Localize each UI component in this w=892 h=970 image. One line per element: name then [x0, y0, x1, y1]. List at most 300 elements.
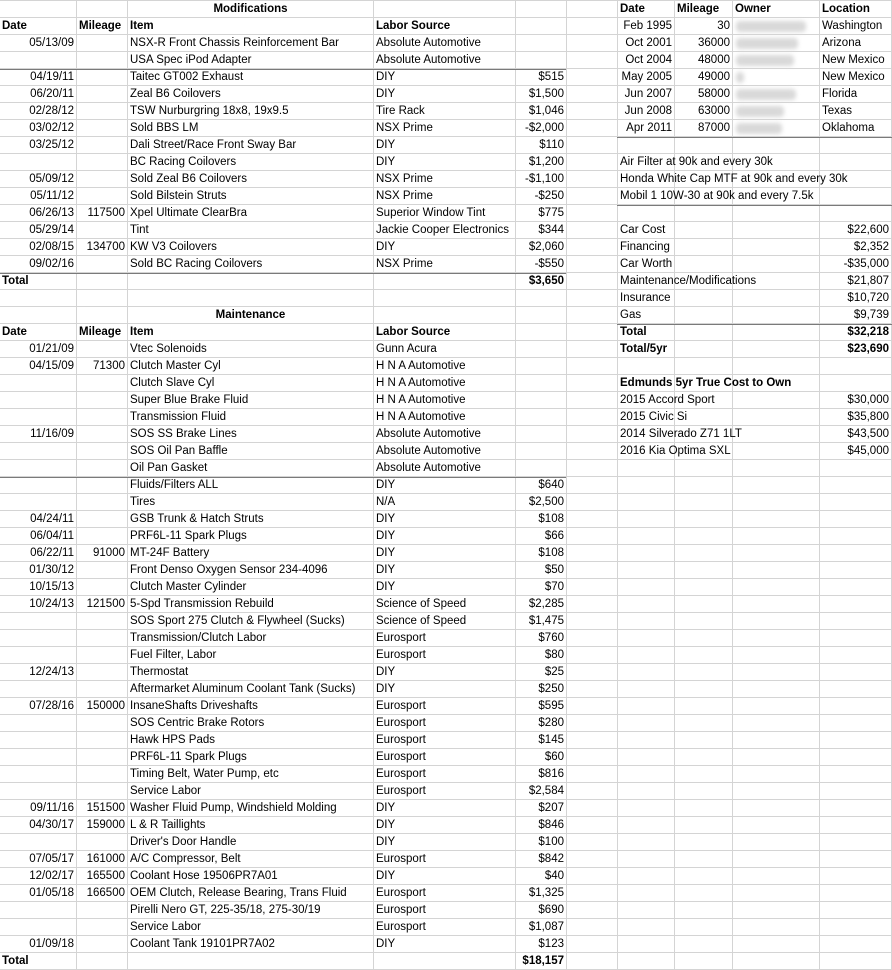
maint-cell-mileage[interactable] [79, 477, 125, 494]
mod-cell-date[interactable]: 09/02/16 [29, 258, 74, 270]
mod-cell-mileage[interactable] [79, 256, 125, 273]
mod-cell-item[interactable]: Tint [130, 224, 149, 236]
cost-value[interactable]: $2,352 [853, 241, 889, 253]
maint-cell-date[interactable] [2, 766, 74, 783]
maint-cell-labor[interactable]: Eurosport [376, 751, 426, 763]
owner-cell-location[interactable]: Oklahoma [822, 122, 875, 134]
mod-cell-mileage[interactable] [79, 86, 125, 103]
mod-cell-date[interactable]: 05/29/14 [29, 224, 74, 236]
mod-cell-date[interactable]: 02/08/15 [29, 241, 74, 253]
maint-cell-labor[interactable]: Eurosport [376, 887, 426, 899]
maint-total-value[interactable]: $18,157 [522, 955, 564, 967]
maint-cell-mileage[interactable] [79, 902, 125, 919]
maint-cell-mileage[interactable]: 151500 [86, 802, 125, 814]
maint-cell-date[interactable] [2, 715, 74, 732]
maint-cell-labor[interactable]: DIY [376, 564, 396, 576]
maint-cell-cost[interactable]: $80 [544, 649, 564, 661]
mod-header-item[interactable]: Item [130, 20, 154, 32]
maint-cell-labor[interactable]: Eurosport [376, 632, 426, 644]
owner-cell-location[interactable]: Florida [822, 88, 858, 100]
mod-header-mileage[interactable]: Mileage [79, 20, 122, 32]
maint-cell-mileage[interactable] [79, 579, 125, 596]
maint-cell-date[interactable] [2, 494, 74, 511]
mod-cell-item[interactable]: BC Racing Coilovers [130, 156, 237, 168]
owner-cell-mileage[interactable]: 36000 [698, 37, 730, 49]
maint-cell-labor[interactable]: Science of Speed [376, 615, 467, 627]
cost-label[interactable]: Maintenance/Modifications [620, 275, 757, 287]
mod-cell-mileage[interactable]: 134700 [86, 241, 125, 253]
maint-cell-date[interactable]: 10/15/13 [29, 581, 74, 593]
maintenance-note[interactable]: Honda White Cap MTF at 90k and every 30k [620, 173, 848, 185]
mod-total-label[interactable]: Total [2, 275, 29, 287]
edmunds-car-value[interactable]: $30,000 [847, 394, 889, 406]
maint-cell-item[interactable]: Service Labor [130, 785, 201, 797]
maint-cell-labor[interactable]: Eurosport [376, 785, 426, 797]
cost-label[interactable]: Car Worth [620, 258, 673, 270]
mod-cell-item[interactable]: TSW Nurburgring 18x8, 19x9.5 [130, 105, 289, 117]
maint-cell-cost[interactable] [518, 375, 564, 392]
mod-cell-date[interactable]: 06/20/11 [30, 88, 74, 100]
mod-cell-date[interactable]: 03/02/12 [29, 122, 74, 134]
maint-cell-mileage[interactable]: 121500 [86, 598, 125, 610]
maintenance-title[interactable]: Maintenance [215, 309, 286, 321]
maint-cell-date[interactable] [2, 375, 74, 392]
edmunds-title[interactable]: Edmunds 5yr True Cost to Own [620, 377, 792, 389]
maint-cell-labor[interactable]: Eurosport [376, 717, 426, 729]
maint-cell-cost[interactable] [518, 426, 564, 443]
maint-cell-date[interactable] [2, 749, 74, 766]
mod-cell-cost[interactable]: $1,500 [528, 88, 564, 100]
mod-cell-mileage[interactable] [79, 171, 125, 188]
edmunds-car-value[interactable]: $43,500 [847, 428, 889, 440]
maint-cell-date[interactable]: 01/05/18 [29, 887, 74, 899]
maint-cell-labor[interactable]: Eurosport [376, 921, 426, 933]
maint-cell-item[interactable]: Fluids/Filters ALL [130, 479, 219, 491]
maint-header-item[interactable]: Item [130, 326, 154, 338]
mod-cell-labor[interactable]: Absolute Automotive [376, 54, 481, 66]
maint-cell-mileage[interactable] [79, 409, 125, 426]
maint-cell-labor[interactable]: DIY [376, 666, 396, 678]
maint-cell-date[interactable]: 04/15/09 [29, 360, 74, 372]
maint-cell-mileage[interactable] [79, 936, 125, 953]
maint-cell-item[interactable]: OEM Clutch, Release Bearing, Trans Fluid [130, 887, 347, 899]
maint-cell-mileage[interactable] [79, 732, 125, 749]
maint-cell-labor[interactable]: Eurosport [376, 853, 426, 865]
maint-cell-labor[interactable]: DIY [376, 870, 396, 882]
maint-cell-item[interactable]: A/C Compressor, Belt [130, 853, 241, 865]
maint-cell-labor[interactable]: Eurosport [376, 768, 426, 780]
mod-cell-item[interactable]: Sold Zeal B6 Coilovers [130, 173, 247, 185]
cost-total-label[interactable]: Total [620, 326, 647, 338]
mod-cell-cost[interactable]: $515 [538, 71, 564, 83]
maint-cell-labor[interactable]: DIY [376, 938, 396, 950]
maint-cell-item[interactable]: MT-24F Battery [130, 547, 210, 559]
maint-cell-mileage[interactable] [79, 647, 125, 664]
maint-cell-mileage[interactable] [79, 426, 125, 443]
maint-cell-mileage[interactable]: 165500 [86, 870, 125, 882]
maint-cell-labor[interactable]: DIY [376, 819, 396, 831]
maint-cell-item[interactable]: Pirelli Nero GT, 225-35/18, 275-30/19 [130, 904, 321, 916]
mod-cell-mileage[interactable] [79, 154, 125, 171]
maint-cell-cost[interactable]: $250 [538, 683, 564, 695]
maint-cell-cost[interactable]: $70 [544, 581, 564, 593]
maint-cell-cost[interactable]: $25 [544, 666, 564, 678]
owner-cell-date[interactable]: Oct 2001 [625, 37, 672, 49]
mod-cell-cost[interactable] [518, 52, 564, 69]
owner-cell-date[interactable]: Feb 1995 [623, 20, 672, 32]
mod-cell-item[interactable]: KW V3 Coilovers [130, 241, 217, 253]
maint-cell-date[interactable]: 06/22/11 [30, 547, 74, 559]
maint-cell-date[interactable] [2, 630, 74, 647]
maint-cell-date[interactable] [2, 783, 74, 800]
maint-cell-mileage[interactable]: 150000 [86, 700, 125, 712]
owner-header-mileage[interactable]: Mileage [677, 3, 720, 15]
maint-cell-item[interactable]: Coolant Tank 19101PR7A02 [130, 938, 275, 950]
maint-cell-item[interactable]: Transmission/Clutch Labor [130, 632, 267, 644]
maint-cell-item[interactable]: Fuel Filter, Labor [130, 649, 217, 661]
maint-cell-labor[interactable]: DIY [376, 581, 396, 593]
mod-cell-mileage[interactable] [79, 137, 125, 154]
owner-cell-location[interactable]: Texas [822, 105, 853, 117]
maint-cell-item[interactable]: GSB Trunk & Hatch Struts [130, 513, 264, 525]
cost-total-value[interactable]: $32,218 [847, 326, 889, 338]
maint-cell-labor[interactable]: Eurosport [376, 700, 426, 712]
maint-header-labor[interactable]: Labor Source [376, 326, 451, 338]
maint-cell-labor[interactable]: Absolute Automotive [376, 445, 481, 457]
owner-cell-location[interactable]: Washington [822, 20, 883, 32]
maint-cell-mileage[interactable] [79, 766, 125, 783]
maint-cell-mileage[interactable] [79, 494, 125, 511]
maint-cell-labor[interactable]: DIY [376, 530, 396, 542]
owner-cell-mileage[interactable]: 48000 [698, 54, 730, 66]
mod-cell-cost[interactable]: -$250 [534, 190, 564, 202]
maint-cell-item[interactable]: Thermostat [130, 666, 189, 678]
owner-cell-date[interactable]: May 2005 [621, 71, 672, 83]
owner-cell-date[interactable]: Jun 2007 [624, 88, 672, 100]
owner-cell-mileage[interactable]: 58000 [698, 88, 730, 100]
mod-cell-date[interactable]: 04/19/11 [30, 71, 74, 83]
mod-cell-mileage[interactable]: 117500 [87, 207, 125, 219]
maint-cell-item[interactable]: InsaneShafts Driveshafts [130, 700, 258, 712]
maint-cell-mileage[interactable]: 166500 [86, 887, 125, 899]
owner-cell-date[interactable]: Oct 2004 [625, 54, 672, 66]
maint-cell-item[interactable]: PRF6L-11 Spark Plugs [130, 751, 247, 763]
maint-cell-labor[interactable]: H N A Automotive [376, 411, 466, 423]
maint-cell-mileage[interactable] [79, 749, 125, 766]
mod-cell-labor[interactable]: Absolute Automotive [376, 37, 481, 49]
maint-cell-date[interactable]: 12/24/13 [29, 666, 74, 678]
mod-cell-item[interactable]: Xpel Ultimate ClearBra [130, 207, 247, 219]
maint-cell-labor[interactable]: H N A Automotive [376, 360, 466, 372]
mod-cell-date[interactable] [2, 52, 74, 69]
mod-cell-mileage[interactable] [79, 69, 125, 86]
mod-cell-date[interactable]: 05/13/09 [29, 37, 74, 49]
mod-cell-date[interactable] [2, 154, 74, 171]
maint-cell-labor[interactable]: Eurosport [376, 649, 426, 661]
maint-header-date[interactable]: Date [2, 326, 27, 338]
mod-total-value[interactable]: $3,650 [528, 275, 564, 287]
mod-cell-mileage[interactable] [79, 188, 125, 205]
maint-cell-cost[interactable]: $108 [538, 547, 564, 559]
mod-cell-cost[interactable]: $1,200 [528, 156, 564, 168]
maint-cell-item[interactable]: L & R Taillights [130, 819, 206, 831]
maint-cell-date[interactable]: 10/24/13 [29, 598, 74, 610]
mod-cell-cost[interactable]: $344 [538, 224, 564, 236]
maint-cell-item[interactable]: Transmission Fluid [130, 411, 227, 423]
maint-cell-cost[interactable] [518, 409, 564, 426]
mod-cell-date[interactable]: 02/28/12 [29, 105, 74, 117]
cost-total5-value[interactable]: $23,690 [847, 343, 889, 355]
maint-cell-mileage[interactable] [79, 562, 125, 579]
owner-cell-mileage[interactable]: 87000 [698, 122, 730, 134]
maint-cell-item[interactable]: SOS Centric Brake Rotors [130, 717, 265, 729]
maint-cell-date[interactable]: 01/09/18 [29, 938, 74, 950]
maint-cell-cost[interactable]: $816 [538, 768, 564, 780]
maint-cell-mileage[interactable] [79, 528, 125, 545]
maint-cell-item[interactable]: Super Blue Brake Fluid [130, 394, 249, 406]
maint-cell-labor[interactable]: DIY [376, 547, 396, 559]
owner-header-date[interactable]: Date [620, 3, 645, 15]
mod-cell-cost[interactable]: -$550 [534, 258, 564, 270]
mod-cell-labor[interactable]: NSX Prime [376, 173, 433, 185]
mod-cell-date[interactable]: 05/09/12 [29, 173, 74, 185]
cost-total5-label[interactable]: Total/5yr [620, 343, 668, 355]
cost-label[interactable]: Gas [620, 309, 642, 321]
modifications-title[interactable]: Modifications [213, 3, 288, 15]
maint-cell-cost[interactable]: $595 [538, 700, 564, 712]
mod-cell-labor[interactable]: DIY [376, 241, 396, 253]
maint-cell-cost[interactable]: $2,584 [528, 785, 564, 797]
maint-cell-cost[interactable]: $1,325 [528, 887, 564, 899]
maint-cell-item[interactable]: Coolant Hose 19506PR7A01 [130, 870, 278, 882]
maint-cell-labor[interactable]: Eurosport [376, 904, 426, 916]
owner-cell-location[interactable]: Arizona [822, 37, 861, 49]
maint-cell-item[interactable]: SOS SS Brake Lines [130, 428, 237, 440]
maint-cell-labor[interactable]: Absolute Automotive [376, 462, 481, 474]
mod-cell-mileage[interactable] [79, 120, 125, 137]
maint-cell-cost[interactable]: $760 [538, 632, 564, 644]
mod-cell-labor[interactable]: Tire Rack [376, 105, 425, 117]
maint-cell-cost[interactable]: $640 [538, 479, 564, 491]
maint-cell-cost[interactable]: $846 [538, 819, 564, 831]
maint-cell-item[interactable]: Aftermarket Aluminum Coolant Tank (Sucks) [130, 683, 356, 695]
maint-cell-mileage[interactable] [79, 681, 125, 698]
maint-cell-mileage[interactable] [79, 664, 125, 681]
maint-total-label[interactable]: Total [2, 955, 29, 967]
edmunds-car-label[interactable]: 2014 Silverado Z71 1LT [620, 428, 742, 440]
mod-cell-labor[interactable]: NSX Prime [376, 258, 433, 270]
maint-cell-item[interactable]: SOS Sport 275 Clutch & Flywheel (Sucks) [130, 615, 345, 627]
maint-cell-labor[interactable]: N/A [376, 496, 396, 508]
maint-cell-date[interactable] [2, 460, 74, 477]
cost-value[interactable]: -$35,000 [843, 258, 889, 270]
maint-cell-item[interactable]: Tires [130, 496, 156, 508]
maint-cell-cost[interactable]: $66 [544, 530, 564, 542]
mod-cell-item[interactable]: Sold BBS LM [130, 122, 199, 134]
maint-cell-date[interactable] [2, 732, 74, 749]
maint-cell-date[interactable]: 07/28/16 [29, 700, 74, 712]
maint-cell-item[interactable]: Driver's Door Handle [130, 836, 237, 848]
mod-cell-mileage[interactable] [79, 222, 125, 239]
mod-cell-cost[interactable]: $1,046 [528, 105, 564, 117]
maint-cell-item[interactable]: Washer Fluid Pump, Windshield Molding [130, 802, 337, 814]
maint-cell-mileage[interactable]: 161000 [86, 853, 125, 865]
maint-cell-mileage[interactable] [79, 630, 125, 647]
maint-cell-date[interactable] [2, 919, 74, 936]
maint-cell-mileage[interactable] [79, 460, 125, 477]
mod-cell-labor[interactable]: NSX Prime [376, 122, 433, 134]
maint-cell-cost[interactable]: $60 [544, 751, 564, 763]
maint-cell-cost[interactable]: $145 [538, 734, 564, 746]
mod-cell-item[interactable]: Zeal B6 Coilovers [130, 88, 221, 100]
mod-cell-item[interactable]: Taitec GT002 Exhaust [130, 71, 244, 83]
maint-cell-item[interactable]: Clutch Slave Cyl [130, 377, 215, 389]
owner-header-location[interactable]: Location [822, 3, 870, 15]
maint-cell-item[interactable]: Oil Pan Gasket [130, 462, 208, 474]
maint-cell-date[interactable]: 07/05/17 [29, 853, 74, 865]
edmunds-car-label[interactable]: 2016 Kia Optima SXL [620, 445, 731, 457]
cost-label[interactable]: Financing [620, 241, 670, 253]
maint-cell-item[interactable]: Service Labor [130, 921, 201, 933]
mod-cell-labor[interactable]: DIY [376, 88, 396, 100]
maint-cell-cost[interactable]: $100 [538, 836, 564, 848]
maint-cell-cost[interactable] [518, 358, 564, 375]
maint-cell-cost[interactable]: $1,087 [528, 921, 564, 933]
mod-cell-item[interactable]: Sold Bilstein Struts [130, 190, 227, 202]
mod-cell-cost[interactable]: $775 [538, 207, 564, 219]
maintenance-note[interactable]: Air Filter at 90k and every 30k [620, 156, 773, 168]
maint-cell-date[interactable] [2, 392, 74, 409]
maint-cell-item[interactable]: Clutch Master Cylinder [130, 581, 247, 593]
maint-cell-date[interactable] [2, 477, 74, 494]
maint-cell-cost[interactable]: $123 [538, 938, 564, 950]
mod-cell-labor[interactable]: DIY [376, 71, 396, 83]
owner-cell-location[interactable]: New Mexico [822, 71, 885, 83]
maint-cell-date[interactable] [2, 647, 74, 664]
maintenance-note[interactable]: Mobil 1 10W-30 at 90k and every 7.5k [620, 190, 814, 202]
maint-cell-mileage[interactable] [79, 511, 125, 528]
edmunds-car-value[interactable]: $35,800 [847, 411, 889, 423]
maint-cell-labor[interactable]: DIY [376, 513, 396, 525]
mod-cell-labor[interactable]: NSX Prime [376, 190, 433, 202]
mod-cell-labor[interactable]: DIY [376, 139, 396, 151]
maint-cell-date[interactable] [2, 443, 74, 460]
cost-value[interactable]: $9,739 [853, 309, 889, 321]
mod-cell-date[interactable]: 05/11/12 [30, 190, 74, 202]
maint-cell-labor[interactable]: H N A Automotive [376, 394, 466, 406]
cost-value[interactable]: $21,807 [847, 275, 889, 287]
maint-cell-cost[interactable] [518, 392, 564, 409]
maint-cell-cost[interactable] [518, 443, 564, 460]
mod-cell-labor[interactable]: Jackie Cooper Electronics [376, 224, 509, 236]
maint-cell-cost[interactable]: $2,500 [528, 496, 564, 508]
maint-cell-labor[interactable]: H N A Automotive [376, 377, 466, 389]
maint-cell-date[interactable] [2, 409, 74, 426]
owner-cell-mileage[interactable]: 49000 [698, 71, 730, 83]
maint-cell-date[interactable]: 06/04/11 [30, 530, 74, 542]
maint-header-mileage[interactable]: Mileage [79, 326, 122, 338]
maint-cell-mileage[interactable] [79, 834, 125, 851]
maint-cell-mileage[interactable] [79, 443, 125, 460]
maint-cell-cost[interactable]: $842 [538, 853, 564, 865]
mod-cell-item[interactable]: Sold BC Racing Coilovers [130, 258, 263, 270]
mod-cell-cost[interactable] [518, 35, 564, 52]
cost-value[interactable]: $10,720 [847, 292, 889, 304]
maint-cell-cost[interactable]: $690 [538, 904, 564, 916]
maint-cell-labor[interactable]: DIY [376, 479, 396, 491]
maint-cell-mileage[interactable] [79, 715, 125, 732]
mod-cell-date[interactable]: 06/26/13 [29, 207, 74, 219]
maint-cell-item[interactable]: SOS Oil Pan Baffle [130, 445, 228, 457]
mod-cell-date[interactable]: 03/25/12 [29, 139, 74, 151]
maint-cell-cost[interactable]: $2,285 [528, 598, 564, 610]
maint-cell-cost[interactable] [518, 460, 564, 477]
mod-cell-cost[interactable]: $2,060 [528, 241, 564, 253]
maint-cell-mileage[interactable] [79, 783, 125, 800]
maint-cell-item[interactable]: Timing Belt, Water Pump, etc [130, 768, 279, 780]
maint-cell-date[interactable] [2, 681, 74, 698]
mod-header-labor[interactable]: Labor Source [376, 20, 451, 32]
mod-cell-item[interactable]: Dali Street/Race Front Sway Bar [130, 139, 297, 151]
maint-cell-date[interactable]: 04/24/11 [30, 513, 74, 525]
mod-header-date[interactable]: Date [2, 20, 27, 32]
maint-cell-item[interactable]: Clutch Master Cyl [130, 360, 221, 372]
cost-label[interactable]: Car Cost [620, 224, 666, 236]
maint-cell-date[interactable]: 12/02/17 [29, 870, 74, 882]
mod-cell-item[interactable]: NSX-R Front Chassis Reinforcement Bar [130, 37, 339, 49]
maint-cell-date[interactable] [2, 834, 74, 851]
maint-cell-labor[interactable]: Gunn Acura [376, 343, 437, 355]
mod-cell-cost[interactable]: -$1,100 [524, 173, 564, 185]
maint-cell-cost[interactable]: $40 [544, 870, 564, 882]
maint-cell-cost[interactable]: $50 [544, 564, 564, 576]
maint-cell-labor[interactable]: Eurosport [376, 734, 426, 746]
maint-cell-mileage[interactable] [79, 919, 125, 936]
edmunds-car-value[interactable]: $45,000 [847, 445, 889, 457]
mod-cell-cost[interactable]: -$2,000 [524, 122, 564, 134]
edmunds-car-label[interactable]: 2015 Accord Sport [620, 394, 715, 406]
mod-cell-mileage[interactable] [79, 52, 125, 69]
maint-cell-cost[interactable]: $108 [538, 513, 564, 525]
maint-cell-item[interactable]: Hawk HPS Pads [130, 734, 216, 746]
maint-cell-cost[interactable]: $207 [538, 802, 564, 814]
owner-cell-mileage[interactable]: 63000 [698, 105, 730, 117]
maint-cell-date[interactable]: 09/11/16 [30, 802, 74, 814]
maint-cell-date[interactable]: 01/30/12 [29, 564, 74, 576]
maint-cell-cost[interactable] [518, 341, 564, 358]
maint-cell-date[interactable] [2, 613, 74, 630]
maint-cell-date[interactable]: 04/30/17 [29, 819, 74, 831]
maint-cell-mileage[interactable] [79, 375, 125, 392]
maint-cell-labor[interactable]: DIY [376, 836, 396, 848]
maint-cell-labor[interactable]: DIY [376, 683, 396, 695]
maint-cell-date[interactable]: 01/21/09 [29, 343, 74, 355]
cost-label[interactable]: Insurance [620, 292, 671, 304]
mod-cell-labor[interactable]: Superior Window Tint [376, 207, 486, 219]
mod-cell-labor[interactable]: DIY [376, 156, 396, 168]
maint-cell-item[interactable]: 5-Spd Transmission Rebuild [130, 598, 274, 610]
owner-cell-mileage[interactable]: 30 [717, 20, 730, 32]
maint-cell-item[interactable]: Front Denso Oxygen Sensor 234-4096 [130, 564, 328, 576]
maint-cell-cost[interactable]: $280 [538, 717, 564, 729]
maint-cell-item[interactable]: PRF6L-11 Spark Plugs [130, 530, 247, 542]
maint-cell-labor[interactable]: Science of Speed [376, 598, 467, 610]
edmunds-car-label[interactable]: 2015 Civic Si [620, 411, 688, 423]
cost-value[interactable]: $22,600 [847, 224, 889, 236]
owner-cell-location[interactable]: New Mexico [822, 54, 885, 66]
maint-cell-labor[interactable]: DIY [376, 802, 396, 814]
maint-cell-mileage[interactable] [79, 392, 125, 409]
